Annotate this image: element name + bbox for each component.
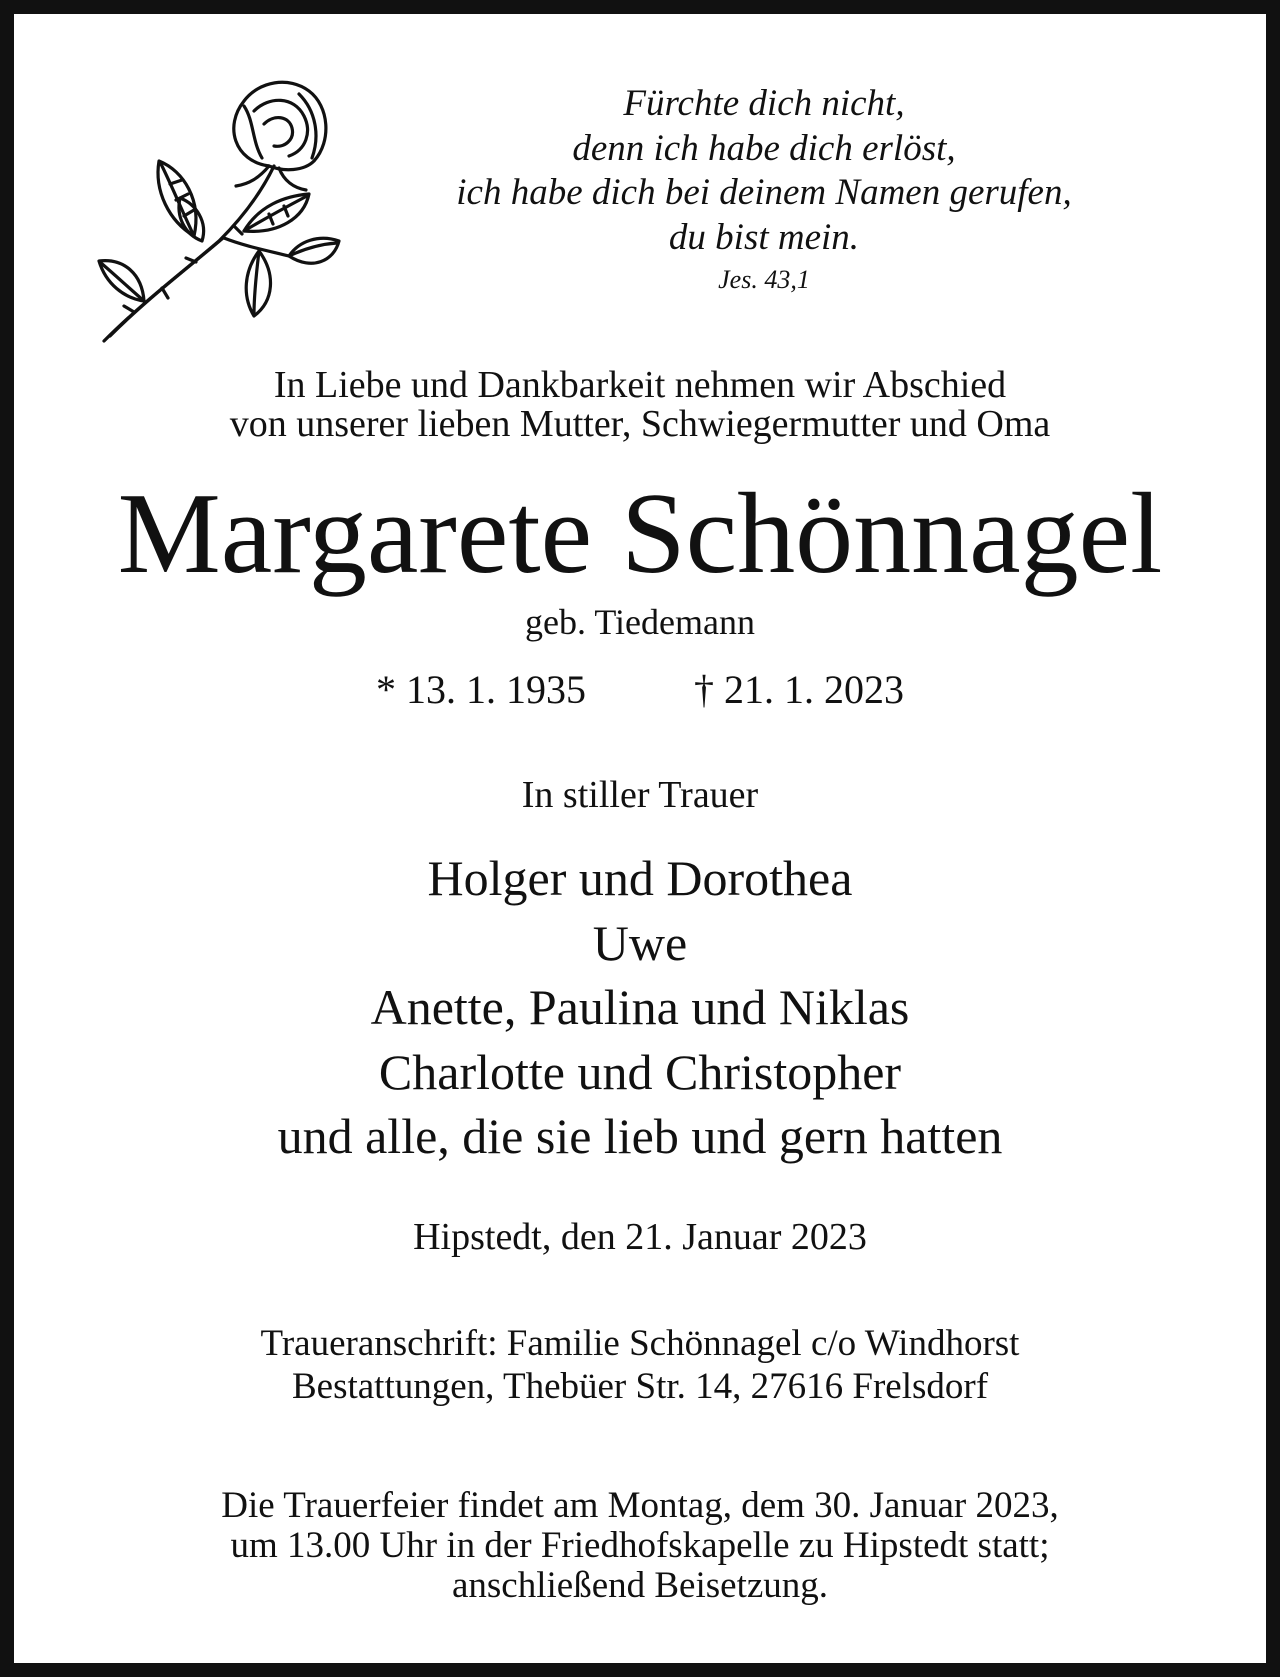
life-dates — [14, 666, 1266, 714]
death-date: † 21. 1. 2023 — [694, 667, 904, 712]
birth-date: * 13. 1. 1935 — [376, 667, 586, 712]
family-line: Uwe — [592, 914, 688, 971]
rose-icon — [84, 66, 354, 356]
intro-line: In Liebe und Dankbarkeit nehmen wir Abschied — [273, 364, 1007, 406]
verse-reference: Jes. 43,1 — [718, 265, 810, 294]
deceased-name: Margarete Schönnagel — [117, 470, 1163, 598]
service-line: anschließend Beisetzung. — [451, 1565, 829, 1606]
service-line: Die Trauerfeier findet am Montag, dem 30. Januar 2023, — [221, 1485, 1059, 1526]
intro-text — [14, 366, 1266, 444]
address-line: Bestattungen, Thebüer Str. 14, 27616 Frelsdorf — [291, 1366, 989, 1407]
mourning-label: In stiller Trauer — [521, 774, 759, 816]
address-line: Traueranschrift: Familie Schönnagel c/o Windhorst — [260, 1323, 1020, 1364]
family-line: Charlotte und Christopher — [378, 1043, 902, 1100]
service-info — [14, 1486, 1266, 1606]
intro-line: von unserer lieben Mutter, Schwiegermutter und Oma — [229, 403, 1051, 445]
family-line: und alle, die sie lieb und gern hatten — [277, 1108, 1003, 1164]
maiden-name: geb. Tiedemann — [525, 602, 755, 642]
family-list — [14, 846, 1266, 1169]
place-date: Hipstedt, den 21. Januar 2023 — [413, 1216, 867, 1258]
service-line: um 13.00 Uhr in der Friedhofskapelle zu Hipstedt statt; — [230, 1525, 1050, 1566]
bible-verse — [354, 82, 1174, 300]
verse-line: denn ich habe dich erlöst, — [572, 127, 956, 169]
mourning-address — [14, 1322, 1266, 1408]
family-line: Holger und Dorothea — [427, 850, 853, 906]
verse-line: Fürchte dich nicht, — [623, 83, 905, 124]
verse-line: du bist mein. — [668, 216, 860, 258]
family-line: Anette, Paulina und Niklas — [370, 979, 910, 1035]
verse-line: ich habe dich bei deinem Namen gerufen, — [456, 172, 1072, 213]
